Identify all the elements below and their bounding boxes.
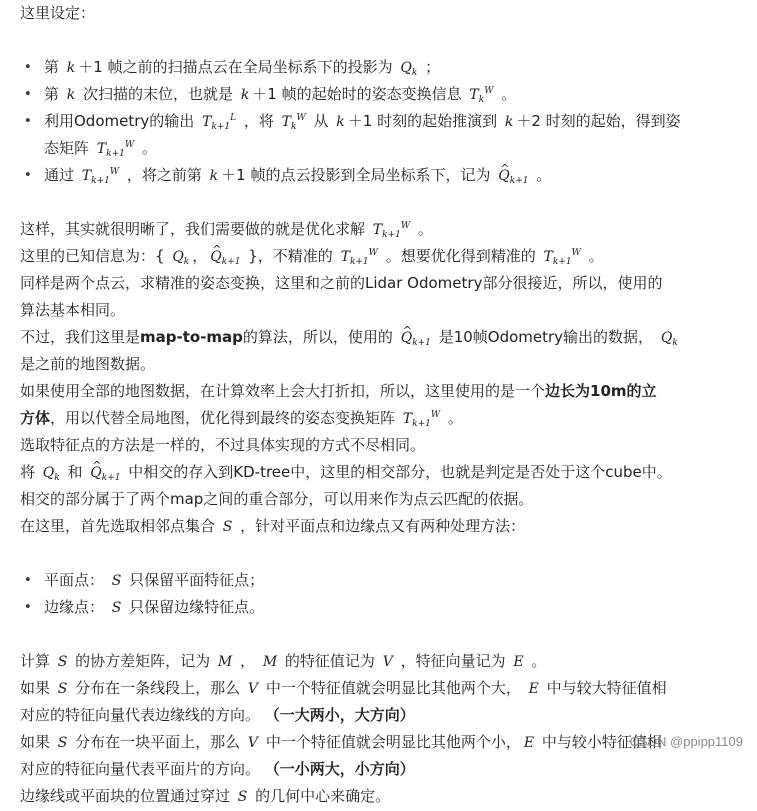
- list-item-continued: 态矩阵 $T_{k+1}^W$ 。: [44, 139, 157, 159]
- list-item: • 第 k 次扫描的末位，也就是 k ＋1 帧的起始时的姿态变换信息 $T_k^W$ 。: [20, 81, 720, 108]
- bold-text: （一大两小，大方向）: [264, 706, 415, 724]
- paragraph-line: 相交的部分属于了两个map之间的重合部分，可以用来作为点云匹配的依据。: [20, 490, 534, 508]
- article-body: [20, 0, 720, 810]
- list-item: • 第 k ＋1 帧之前的扫描点云在全局坐标系下的投影为 $Q_k$ ；: [20, 54, 720, 81]
- bullet-icon: •: [24, 168, 32, 183]
- bold-text: map-to-map: [140, 328, 243, 346]
- list-item: • 利用Odometry的输出 $T_{k+1}^L$ ，将 $T_k^W$ 从 k ＋1 时刻的起始推演到 k ＋2 时刻的起始，得到姿: [20, 108, 720, 135]
- paragraph-line: 这样，其实就很明晰了，我们需要做的就是优化求解 $T_{k+1}^W$ 。: [20, 220, 433, 240]
- list-item: • 平面点： S 只保留平面特征点；: [20, 567, 720, 594]
- bullet-icon: •: [24, 114, 32, 129]
- intro-line: 这里设定：: [20, 4, 96, 22]
- bold-text: 方体: [20, 409, 51, 427]
- bullet-icon: •: [24, 87, 32, 102]
- bold-text: 边长为10m的立: [545, 382, 657, 400]
- paragraph-line: 对应的特征向量代表平面片的方向。 （一小两大，小方向）: [20, 760, 415, 778]
- paragraph-line: 方体，用以代替全局地图，优化得到最终的姿态变换矩阵 $T_{k+1}^W$ 。: [20, 409, 463, 429]
- paragraph-line: 在这里，首先选取相邻点集合 S ，针对平面点和边缘点又有两种处理方法：: [20, 517, 526, 535]
- list-item: • 边缘点： S 只保留边缘特征点。: [20, 594, 720, 621]
- paragraph-line: 同样是两个点云，求精准的姿态变换，这里和之前的Lidar Odometry部分很接近，所以，使用的: [20, 274, 663, 292]
- paragraph-line: 如果 S 分布在一条线段上，那么 V 中一个特征值就会明显比其他两个大， E 中与较大特征值相: [20, 679, 667, 697]
- bullet-icon: •: [24, 60, 32, 75]
- paragraph-line: 边缘线或平面块的位置通过穿过 S 的几何中心来确定。: [20, 787, 391, 805]
- paragraph-line: 如果 S 分布在一块平面上，那么 V 中一个特征值就会明显比其他两个小， E 中与较小特征值相: [20, 733, 662, 751]
- paragraph-line: 计算 S 的协方差矩阵，记为 M ， M 的特征值记为 V ，特征向量记为 E 。: [20, 652, 547, 670]
- bullet-icon: •: [24, 573, 32, 588]
- bullet-icon: •: [24, 600, 32, 615]
- paragraph-line: 将 $Q_k$ 和 ^ $Q_{k+1}$ 中相交的存入到KD-tree中，这里的相交部分，也就是判定是否处于这个cube中。: [20, 459, 720, 486]
- paragraph-line: 是之前的地图数据。: [20, 355, 156, 373]
- bold-text: （一小两大，小方向）: [264, 760, 415, 778]
- list-item: • 通过 $T_{k+1}^W$ ，将之前第 k ＋1 帧的点云投影到全局坐标系下，记为 ^ $Q_{k+1}$ 。: [20, 162, 720, 189]
- paragraph-line: 对应的特征向量代表边缘线的方向。 （一大两小，大方向）: [20, 706, 415, 724]
- paragraph-line: 如果使用全部的地图数据，在计算效率上会大打折扣，所以，这里使用的是一个边长为10m的立: [20, 382, 657, 400]
- watermark: CSDN @ppipp1109: [629, 734, 743, 749]
- paragraph-line: 不过，我们这里是map-to-map的算法，所以，使用的 ^ $Q_{k+1}$ 是10帧Odometry输出的数据， $Q_k$: [20, 324, 720, 351]
- paragraph-line: 算法基本相同。: [20, 301, 126, 319]
- paragraph-line: 这里的已知信息为：{ $Q_k$ ，^ $Q_{k+1}$ }，不精准的 $T_{k+1}^W$ 。想要优化得到精准的 $T_{k+1}^W$ 。: [20, 243, 720, 270]
- paragraph-line: 选取特征点的方法是一样的，不过具体实现的方式不尽相同。: [20, 436, 426, 454]
